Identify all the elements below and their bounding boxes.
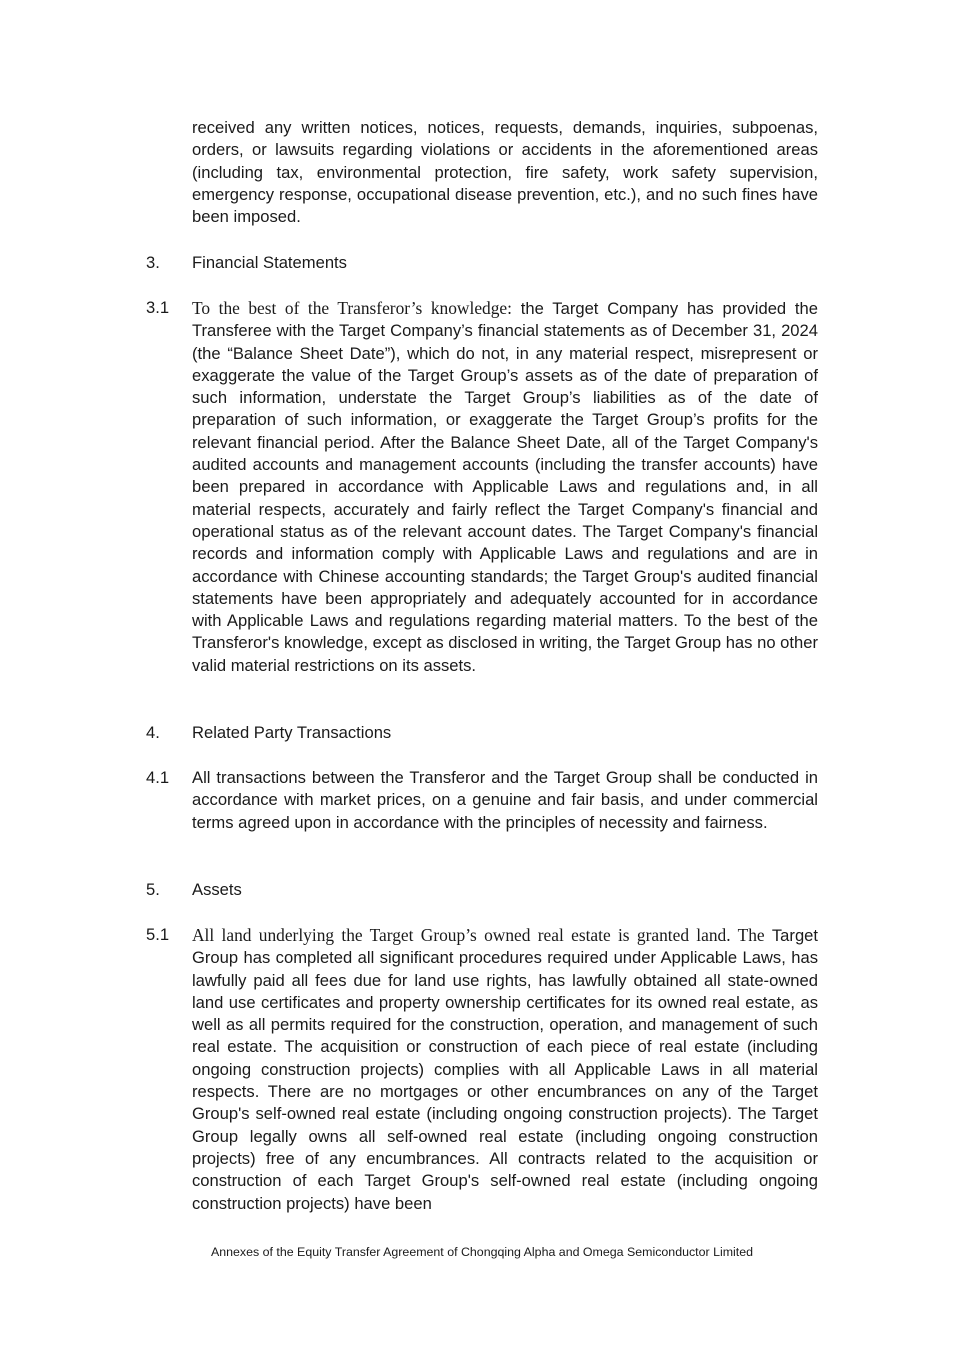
clause-number: 3.1 (146, 298, 170, 317)
section-number: 4. (146, 723, 160, 742)
clause-paragraph (192, 767, 818, 834)
section-heading: Assets (192, 880, 242, 899)
section-number: 5. (146, 880, 160, 899)
continuation-paragraph (192, 117, 818, 228)
clause-text: All transactions between the Transferor and the Target Group shall be conducted in accordance with market prices, on a genuine and fair basis, and under commercial terms agreed upon in accordance with the principles of necessity and fairness. (192, 768, 818, 832)
clause-number: 4.1 (146, 768, 170, 787)
clause-lead-text: To the best of the Transferor’s knowledge: (192, 298, 512, 318)
clause-paragraph (192, 924, 818, 1215)
page-footer: Annexes of the Equity Transfer Agreement of Chongqing Alpha and Omega Semiconductor Limited (210, 1245, 754, 1259)
clause-text: the Target Company has provided the Transferee with the Target Company’s financial statements as of December 31, 2024 (the “Balance Sheet Date”), which do not, in any material respect, misrepresent or exaggerate the value of the Target Group’s assets as of the date of preparation of such information, understate the Target Group’s liabilities as of the date of preparation of such information, or exaggerate the Target Group’s profits for the relevant financial period. After the Balance Sheet Date, all of the Target Company's audited accounts and management accounts (including the transfer accounts) have been prepared in accordance with Applicable Laws and regulations and, in all material respects, accurately and fairly reflect the Target Company's financial and operational status as of the relevant account dates. The Target Company's financial records and information comply with Applicable Laws and regulations and are in accordance with Chinese accounting standards; the Target Group's audited financial statements have been appropriately and adequately accounted for in accordance with Applicable Laws and regulations regarding material matters. To the best of the Transferor's knowledge, except as disclosed in writing, the Target Group has no other valid material restrictions on its assets. (192, 299, 818, 675)
section-heading: Financial Statements (192, 253, 347, 272)
clause-number: 5.1 (146, 925, 170, 944)
section-number: 3. (146, 253, 160, 272)
clause-text: Target Group has completed all significant procedures required under Applicable Laws, has lawfully paid all fees due for land use rights, has lawfully obtained all state-owned land use certificates and property ownership certificates for its owned real estate, as well as all permits required for the construction, operation, and management of such real estate. The acquisition or construction of each piece of real estate (including ongoing construction projects) complies with all Applicable Laws in all material respects. There are no mortgages or other encumbrances on any of the Target Group's self-owned real estate (including ongoing construction projects). The Target Group legally owns all self-owned real estate (including ongoing construction projects) free of any encumbrances. All contracts related to the acquisition or construction of each Target Group's self-owned real estate (including ongoing construction projects) have been (192, 926, 819, 1213)
clause-lead-text: All land underlying the Target Group’s owned real estate is granted land. The (192, 925, 765, 945)
section-heading: Related Party Transactions (192, 723, 392, 742)
clause-paragraph (192, 297, 818, 677)
continuation-text: received any written notices, notices, requests, demands, inquiries, subpoenas, orders, or lawsuits regarding violations or accidents in the aforementioned areas (including tax, environmental protection, fire safety, work safety supervision, emergency response, occupational disease prevention, etc.), and no such fines have been imposed. (192, 118, 818, 227)
